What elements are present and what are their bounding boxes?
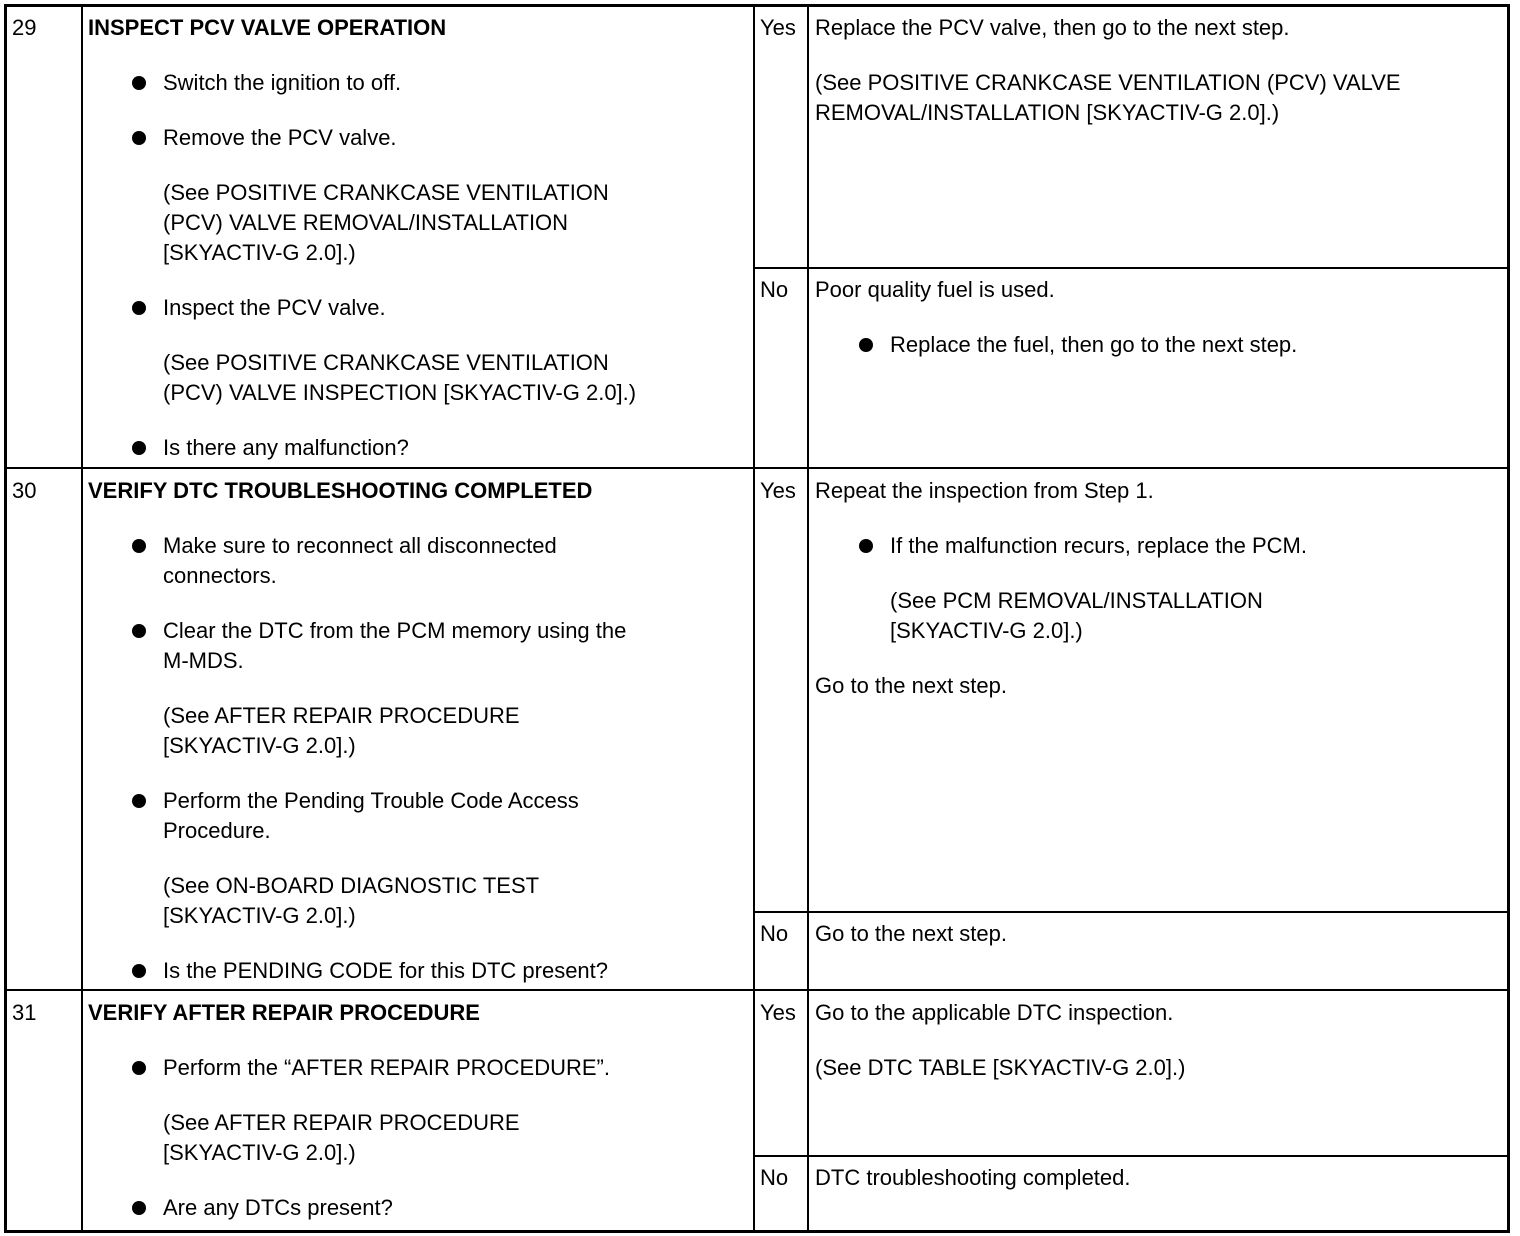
reference-text: (See ON-BOARD DIAGNOSTIC TEST xyxy=(163,873,540,898)
reference-text: (PCV) VALVE INSPECTION [SKYACTIV-G 2.0].) xyxy=(163,380,637,405)
no-label: No xyxy=(760,921,789,946)
action-text: Perform the “AFTER REPAIR PROCEDURE”. xyxy=(163,1055,610,1080)
action-text: Perform the Pending Trouble Code Access xyxy=(163,788,579,813)
yes-label: Yes xyxy=(760,478,796,503)
bullet-icon xyxy=(132,624,146,638)
reference-text: REMOVAL/INSTALLATION [SKYACTIV-G 2.0].) xyxy=(815,100,1280,125)
step-title: VERIFY DTC TROUBLESHOOTING COMPLETED xyxy=(88,478,593,503)
reference-text: (See AFTER REPAIR PROCEDURE xyxy=(163,703,520,728)
step-number: 31 xyxy=(12,1000,37,1025)
reference-text: (See PCM REMOVAL/INSTALLATION xyxy=(890,588,1263,613)
bullet-icon xyxy=(132,441,146,455)
bullet-icon xyxy=(132,794,146,808)
column-divider xyxy=(81,4,83,1230)
step-number: 30 xyxy=(12,478,37,503)
bullet-icon xyxy=(132,301,146,315)
row-divider xyxy=(4,989,1507,991)
result-text: DTC troubleshooting completed. xyxy=(815,1165,1131,1190)
step-number: 29 xyxy=(12,15,37,40)
action-text: Is there any malfunction? xyxy=(163,435,409,460)
step-title: VERIFY AFTER REPAIR PROCEDURE xyxy=(88,1000,480,1025)
reference-text: (PCV) VALVE REMOVAL/INSTALLATION xyxy=(163,210,569,235)
result-text: Go to the next step. xyxy=(815,673,1008,698)
column-divider xyxy=(753,4,755,1230)
action-text: Are any DTCs present? xyxy=(163,1195,393,1220)
column-divider xyxy=(807,4,809,1230)
yes-no-divider xyxy=(754,1155,1507,1157)
action-text: Make sure to reconnect all disconnected xyxy=(163,533,557,558)
result-text: Go to the applicable DTC inspection. xyxy=(815,1000,1174,1025)
reference-text: (See POSITIVE CRANKCASE VENTILATION xyxy=(163,180,609,205)
action-text: Remove the PCV valve. xyxy=(163,125,397,150)
no-label: No xyxy=(760,1165,789,1190)
reference-text: (See DTC TABLE [SKYACTIV-G 2.0].) xyxy=(815,1055,1186,1080)
reference-text: [SKYACTIV-G 2.0].) xyxy=(163,240,356,265)
reference-text: (See POSITIVE CRANKCASE VENTILATION xyxy=(163,350,609,375)
yes-label: Yes xyxy=(760,1000,796,1025)
no-label: No xyxy=(760,277,789,302)
action-text: connectors. xyxy=(163,563,277,588)
reference-text: [SKYACTIV-G 2.0].) xyxy=(163,903,356,928)
result-text: Poor quality fuel is used. xyxy=(815,277,1055,302)
bullet-icon xyxy=(132,539,146,553)
result-text: Go to the next step. xyxy=(815,921,1008,946)
bullet-icon xyxy=(132,1201,146,1215)
bullet-icon xyxy=(132,131,146,145)
result-bullet-text: Replace the fuel, then go to the next step. xyxy=(890,332,1298,357)
bullet-icon xyxy=(859,539,873,553)
yes-no-divider xyxy=(754,267,1507,269)
action-text: Clear the DTC from the PCM memory using the xyxy=(163,618,627,643)
result-text: Repeat the inspection from Step 1. xyxy=(815,478,1154,503)
action-text: Inspect the PCV valve. xyxy=(163,295,386,320)
step-title: INSPECT PCV VALVE OPERATION xyxy=(88,15,447,40)
reference-text: (See POSITIVE CRANKCASE VENTILATION (PCV) VALVE xyxy=(815,70,1401,95)
action-text: M-MDS. xyxy=(163,648,244,673)
yes-no-divider xyxy=(754,911,1507,913)
bullet-icon xyxy=(132,964,146,978)
bullet-icon xyxy=(859,338,873,352)
action-text: Is the PENDING CODE for this DTC present? xyxy=(163,958,609,983)
action-text: Procedure. xyxy=(163,818,271,843)
result-bullet-text: If the malfunction recurs, replace the PCM. xyxy=(890,533,1307,558)
bullet-icon xyxy=(132,76,146,90)
row-divider xyxy=(4,467,1507,469)
yes-label: Yes xyxy=(760,15,796,40)
reference-text: [SKYACTIV-G 2.0].) xyxy=(163,1140,356,1165)
reference-text: (See AFTER REPAIR PROCEDURE xyxy=(163,1110,520,1135)
action-text: Switch the ignition to off. xyxy=(163,70,402,95)
reference-text: [SKYACTIV-G 2.0].) xyxy=(163,733,356,758)
reference-text: [SKYACTIV-G 2.0].) xyxy=(890,618,1083,643)
result-text: Replace the PCV valve, then go to the next step. xyxy=(815,15,1290,40)
bullet-icon xyxy=(132,1061,146,1075)
